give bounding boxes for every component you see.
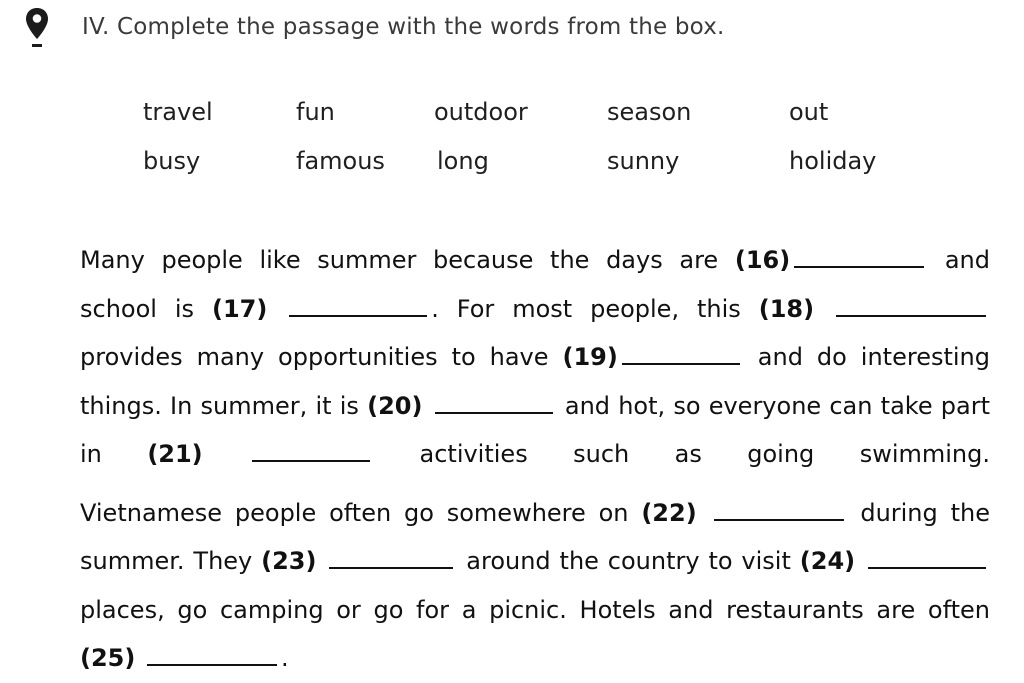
passage-text: around the country to visit (466, 547, 791, 575)
word-holiday: holiday (789, 147, 877, 175)
blank-number-23: (23) (261, 547, 317, 575)
passage-text: and hot, so everyone can take part in (80, 391, 990, 468)
passage-text: during the summer. They (80, 498, 990, 575)
passage (80, 236, 990, 683)
passage-text: . (280, 644, 289, 672)
blank-number-24: (24) (799, 547, 856, 575)
blank-21[interactable] (252, 459, 370, 462)
blank-24[interactable] (868, 566, 986, 569)
blank-22[interactable] (714, 518, 844, 521)
blank-19[interactable] (622, 362, 740, 365)
blank-number-22: (22) (641, 498, 697, 527)
word-season: season (607, 98, 692, 126)
word-famous: famous (296, 147, 385, 175)
word-box (0, 0, 1024, 200)
passage-text: . For most people, this (431, 294, 741, 323)
word-busy: busy (143, 147, 201, 175)
word-travel: travel (143, 98, 213, 126)
paragraph-2 (80, 489, 990, 683)
passage-text: Vietnamese people often go somewhere on (80, 498, 629, 527)
word-out: out (789, 98, 829, 126)
word-outdoor: outdoor (434, 98, 528, 126)
blank-number-17: (17) (211, 294, 268, 323)
passage-text: places, go camping or go for a picnic. Hotels and restaurants are often (80, 595, 990, 624)
passage-text: and school is (80, 246, 990, 323)
passage-text: activities such as going swimming. (419, 440, 990, 468)
blank-16[interactable] (794, 265, 924, 268)
blank-number-25: (25) (80, 644, 136, 672)
blank-17[interactable] (289, 314, 427, 317)
blank-20[interactable] (435, 411, 553, 414)
passage-text: and do interesting things. In summer, it is (80, 343, 990, 420)
exercise-heading: IV. Complete the passage with the words from the box. (82, 14, 725, 40)
word-fun: fun (296, 98, 335, 126)
paragraph-1 (80, 236, 990, 479)
blank-23[interactable] (329, 566, 453, 569)
blank-number-18: (18) (758, 294, 815, 323)
passage-text: Many people like summer because the days are (80, 246, 719, 274)
blank-25[interactable] (147, 663, 277, 666)
blank-number-16: (16) (734, 246, 791, 274)
blank-number-20: (20) (367, 391, 423, 420)
blank-number-19: (19) (562, 343, 618, 371)
blank-18[interactable] (836, 314, 986, 317)
word-sunny: sunny (607, 147, 680, 175)
passage-text: provides many opportunities to have (80, 343, 549, 371)
word-long: long (437, 147, 489, 175)
blank-number-21: (21) (147, 440, 203, 468)
